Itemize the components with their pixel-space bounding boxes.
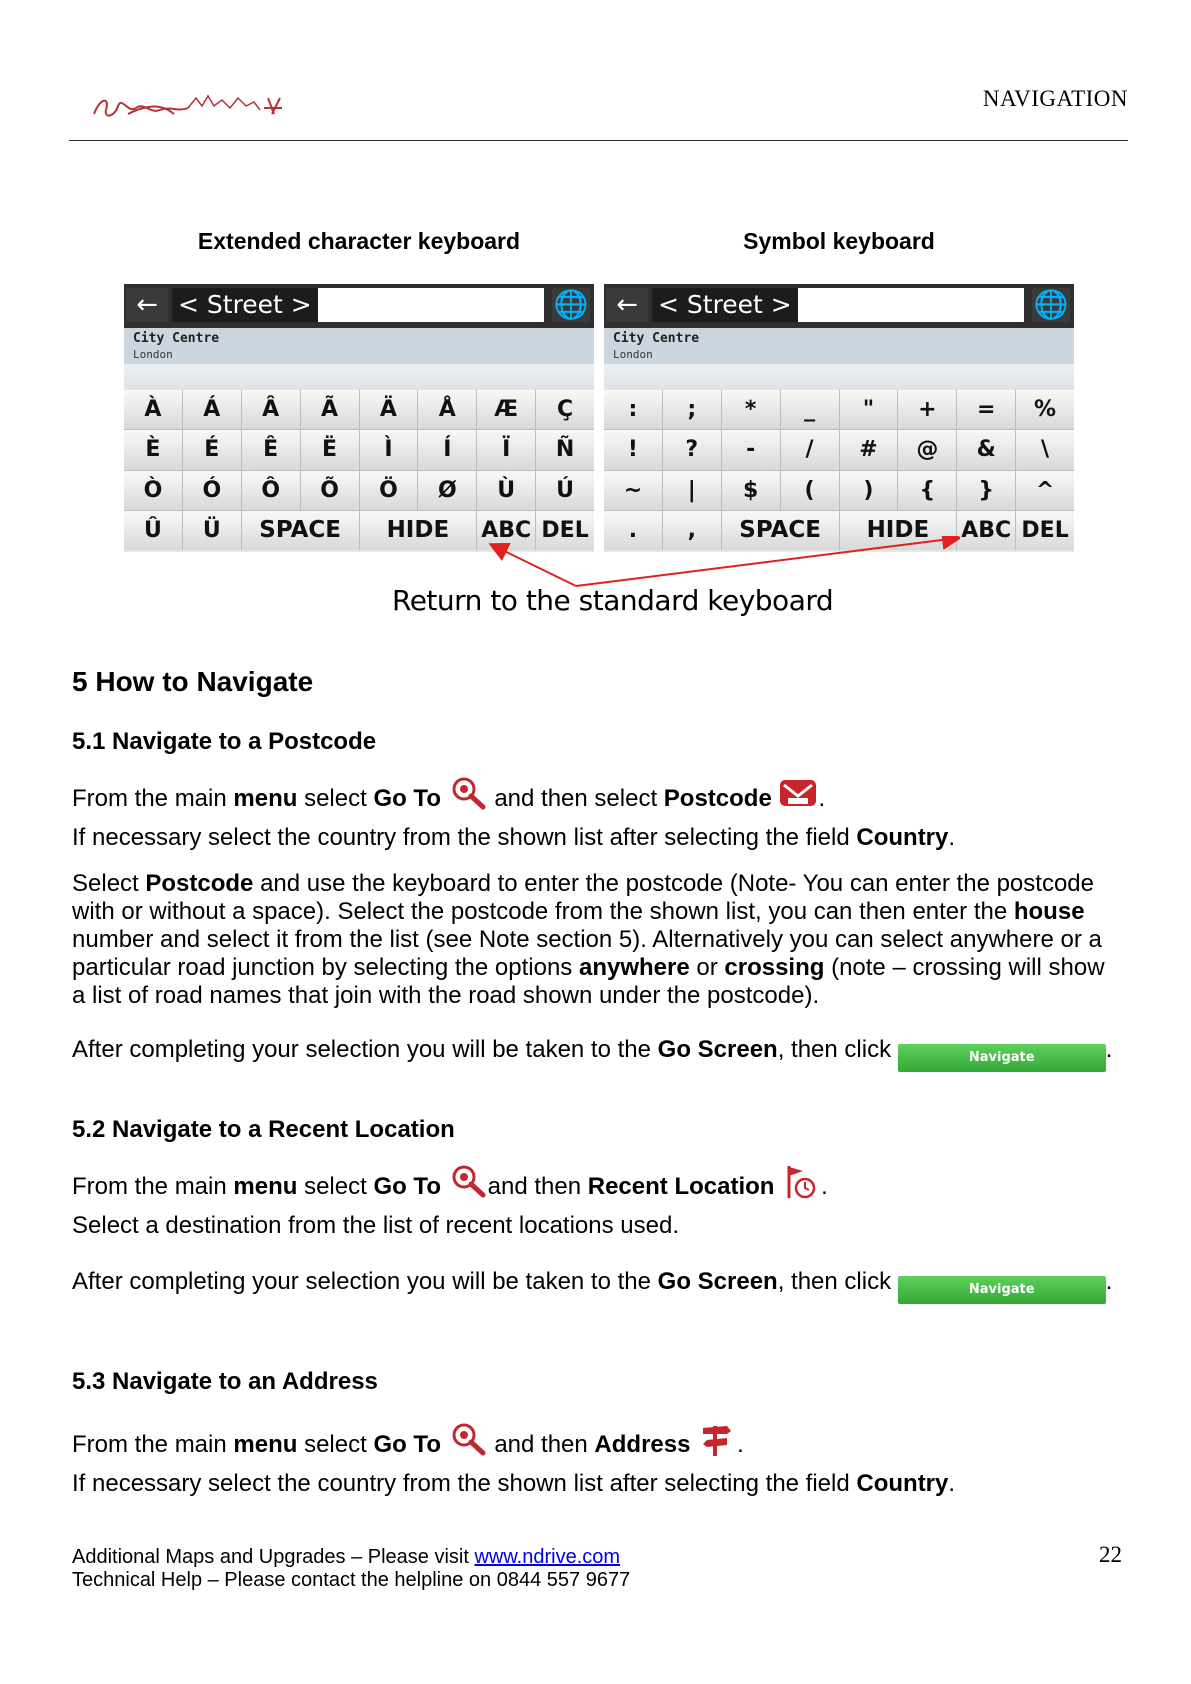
section-5-2-title: 5.2 Navigate to a Recent Location (72, 1116, 455, 1143)
key-char[interactable]: Ö (360, 471, 418, 510)
key-char[interactable]: Ü (183, 511, 241, 550)
text: After completing your selection you will be taken to the (72, 1268, 658, 1295)
text: . (821, 1173, 828, 1200)
key-char[interactable]: Ç (536, 390, 594, 429)
key-char[interactable]: Ä (360, 390, 418, 429)
page-number: 22 (1099, 1542, 1122, 1567)
key-char[interactable]: Á (183, 390, 241, 429)
key-char[interactable]: ; (663, 390, 721, 429)
key-char[interactable]: @ (898, 430, 956, 469)
text: From the main (72, 1173, 234, 1200)
anywhere-term: anywhere (578, 954, 690, 981)
house-term: house (1013, 898, 1085, 925)
street-input[interactable] (172, 288, 544, 322)
street-input[interactable] (652, 288, 1024, 322)
key-char[interactable]: Ì (360, 430, 418, 469)
recent-location-flag-clock-icon (781, 1164, 821, 1200)
text: . (818, 785, 826, 812)
text: (note – crossing will show a list of road names that join with the road shown under the postcode). (72, 954, 1105, 1009)
key-char[interactable]: \ (1016, 430, 1074, 469)
section-5-3-title: 5.3 Navigate to an Address (72, 1368, 378, 1395)
key-char[interactable]: É (183, 430, 241, 469)
key-char[interactable]: ^ (1016, 471, 1074, 510)
header-title: NAVIGATION (982, 86, 1128, 111)
key-char[interactable]: ( (781, 471, 839, 510)
text: select (297, 1173, 374, 1200)
key-hide[interactable]: HIDE (360, 511, 477, 550)
text: and use the keyboard to enter the postcode (Note- You can enter the postcode with or without a space). Select the postcode from the shown list, you can then enter the (72, 870, 1094, 925)
key-char[interactable]: À (124, 390, 182, 429)
key-char[interactable]: $ (722, 471, 780, 510)
return-caption: Return to the standard keyboard (392, 584, 834, 617)
key-char[interactable]: ? (663, 430, 721, 469)
key-char[interactable]: Å (418, 390, 476, 429)
text: . (948, 824, 956, 851)
symbol-key-grid (604, 390, 1074, 550)
footer-line-1 (72, 1546, 620, 1569)
country-term: Country (856, 824, 949, 851)
postcode-term: Postcode (663, 785, 772, 812)
globe-icon[interactable]: 🌐 (553, 288, 589, 321)
key-char[interactable]: % (1016, 390, 1074, 429)
menu-term: menu (233, 785, 298, 812)
s53-paragraph-2 (72, 1470, 1122, 1498)
text: Additional Maps and Upgrades – Please visit (72, 1546, 475, 1568)
street-field-label: < Street > (652, 288, 798, 322)
goto-term: Go To (373, 1173, 441, 1200)
key-char[interactable]: # (840, 430, 898, 469)
text: select (297, 1431, 374, 1458)
key-char[interactable]: Õ (301, 471, 359, 510)
key-char[interactable]: / (781, 430, 839, 469)
text: . (1105, 1036, 1113, 1063)
key-char[interactable]: ! (604, 430, 662, 469)
globe-icon[interactable]: 🌐 (1033, 288, 1069, 321)
section-5-title: 5 How to Navigate (72, 666, 314, 697)
postcode-envelope-icon (778, 776, 818, 812)
navigate-button[interactable]: Navigate (898, 1276, 1106, 1304)
street-field-label: < Street > (172, 288, 318, 322)
s51-paragraph-2 (72, 824, 1122, 852)
key-abc[interactable]: ABC (957, 511, 1015, 550)
key-hide[interactable]: HIDE (840, 511, 957, 550)
s52-paragraph-2: Select a destination from the list of recent locations used. (72, 1212, 679, 1239)
text: and then select (494, 785, 664, 812)
back-arrow-icon[interactable]: ← (606, 288, 648, 322)
text: If necessary select the country from the shown list after selecting the field (72, 1470, 857, 1497)
key-char[interactable]: Ø (418, 471, 476, 510)
result-subtitle: London (613, 348, 653, 361)
address-signpost-icon (697, 1422, 737, 1458)
extended-keyboard (124, 284, 594, 552)
key-del[interactable]: DEL (536, 511, 594, 550)
key-char[interactable]: Ô (242, 471, 300, 510)
section-5-1-title: 5.1 Navigate to a Postcode (72, 728, 377, 755)
s52-paragraph-3 (72, 1268, 1122, 1304)
recent-location-term: Recent Location (587, 1173, 775, 1200)
key-char[interactable]: ~ (604, 471, 662, 510)
key-char[interactable]: & (957, 430, 1015, 469)
goto-search-icon (448, 1422, 488, 1458)
result-list-item[interactable] (124, 328, 594, 364)
text: . (737, 1431, 744, 1458)
key-char[interactable]: ) (840, 471, 898, 510)
text: If necessary select the country from the shown list after selecting the field (72, 824, 857, 851)
text: and then (494, 1431, 595, 1458)
text: From the main (72, 1431, 234, 1458)
back-arrow-icon[interactable]: ← (126, 288, 168, 322)
key-char[interactable]: - (722, 430, 780, 469)
key-char[interactable]: Â (242, 390, 300, 429)
arrow-to-symbol-abc (576, 538, 958, 586)
key-char[interactable]: { (898, 471, 956, 510)
arrow-to-extended-abc (492, 545, 576, 586)
key-char[interactable]: Ï (477, 430, 535, 469)
key-char[interactable]: Ó (183, 471, 241, 510)
key-char[interactable]: Ê (242, 430, 300, 469)
symbol-keyboard-caption: Symbol keyboard (743, 228, 935, 254)
key-char[interactable]: | (663, 471, 721, 510)
header-rule (69, 140, 1128, 141)
s51-paragraph-3 (72, 870, 1122, 1010)
key-char[interactable]: _ (781, 390, 839, 429)
country-term: Country (856, 1470, 949, 1497)
goto-term: Go To (373, 1431, 441, 1458)
key-char[interactable]: : (604, 390, 662, 429)
result-title: City Centre (133, 331, 220, 346)
keyboard-top-bar (124, 284, 594, 328)
key-char[interactable]: Ú (536, 471, 594, 510)
s51-paragraph-1 (72, 776, 1122, 813)
text: After completing your selection you will be taken to the (72, 1036, 658, 1063)
key-char[interactable]: Ñ (536, 430, 594, 469)
key-char[interactable]: , (663, 511, 721, 550)
key-char[interactable]: È (124, 430, 182, 469)
key-char[interactable]: " (840, 390, 898, 429)
result-list-item[interactable] (604, 328, 1074, 364)
key-char[interactable]: Ã (301, 390, 359, 429)
key-abc[interactable]: ABC (477, 511, 535, 550)
key-space[interactable]: SPACE (722, 511, 839, 550)
s51-paragraph-4 (72, 1036, 1122, 1072)
text: . (948, 1470, 956, 1497)
footer-line-2: Technical Help – Please contact the helpline on 0844 557 9677 (72, 1569, 631, 1591)
goto-search-icon (448, 1164, 488, 1200)
extended-keyboard-caption: Extended character keyboard (197, 228, 521, 254)
text: , then click (777, 1268, 898, 1295)
keyboard-spacer (124, 364, 594, 390)
key-char[interactable]: Í (418, 430, 476, 469)
key-char[interactable]: Ë (301, 430, 359, 469)
text: , then click (777, 1036, 898, 1063)
text: and then (487, 1173, 588, 1200)
extended-key-grid (124, 390, 594, 550)
go-screen-term: Go Screen (657, 1268, 778, 1295)
result-title: City Centre (613, 331, 700, 346)
keyboard-spacer (604, 364, 1074, 390)
text: . (1105, 1268, 1113, 1295)
key-del[interactable]: DEL (1016, 511, 1074, 550)
menu-term: menu (233, 1173, 298, 1200)
menu-term: menu (233, 1431, 298, 1458)
symbol-keyboard (604, 284, 1074, 552)
key-char[interactable]: . (604, 511, 662, 550)
crossing-term: crossing (724, 954, 825, 981)
text: From the main (72, 785, 234, 812)
text: number and select it from the list (see Note section 5). Alternatively you can select anywhere or a particular road junction by selecting the options (72, 926, 1102, 981)
navigate-button[interactable]: Navigate (898, 1044, 1106, 1072)
goto-term: Go To (373, 785, 441, 812)
goto-search-icon (448, 776, 488, 812)
postcode-term: Postcode (145, 870, 254, 897)
key-char[interactable]: Ò (124, 471, 182, 510)
result-subtitle: London (133, 348, 173, 361)
key-char[interactable]: * (722, 390, 780, 429)
ndrive-logo (88, 84, 298, 126)
s53-paragraph-1 (72, 1422, 1122, 1459)
key-char[interactable]: Ù (477, 471, 535, 510)
key-space[interactable]: SPACE (242, 511, 359, 550)
key-char[interactable]: } (957, 471, 1015, 510)
key-char[interactable]: Û (124, 511, 182, 550)
text: or (689, 954, 725, 981)
key-char[interactable]: + (898, 390, 956, 429)
address-term: Address (594, 1431, 691, 1458)
ndrive-link[interactable]: www.ndrive.com (474, 1546, 621, 1568)
text: select (297, 785, 374, 812)
keyboard-top-bar (604, 284, 1074, 328)
go-screen-term: Go Screen (657, 1036, 778, 1063)
key-char[interactable]: Æ (477, 390, 535, 429)
key-char[interactable]: = (957, 390, 1015, 429)
s52-paragraph-1 (72, 1164, 1122, 1201)
text: Select (72, 870, 146, 897)
